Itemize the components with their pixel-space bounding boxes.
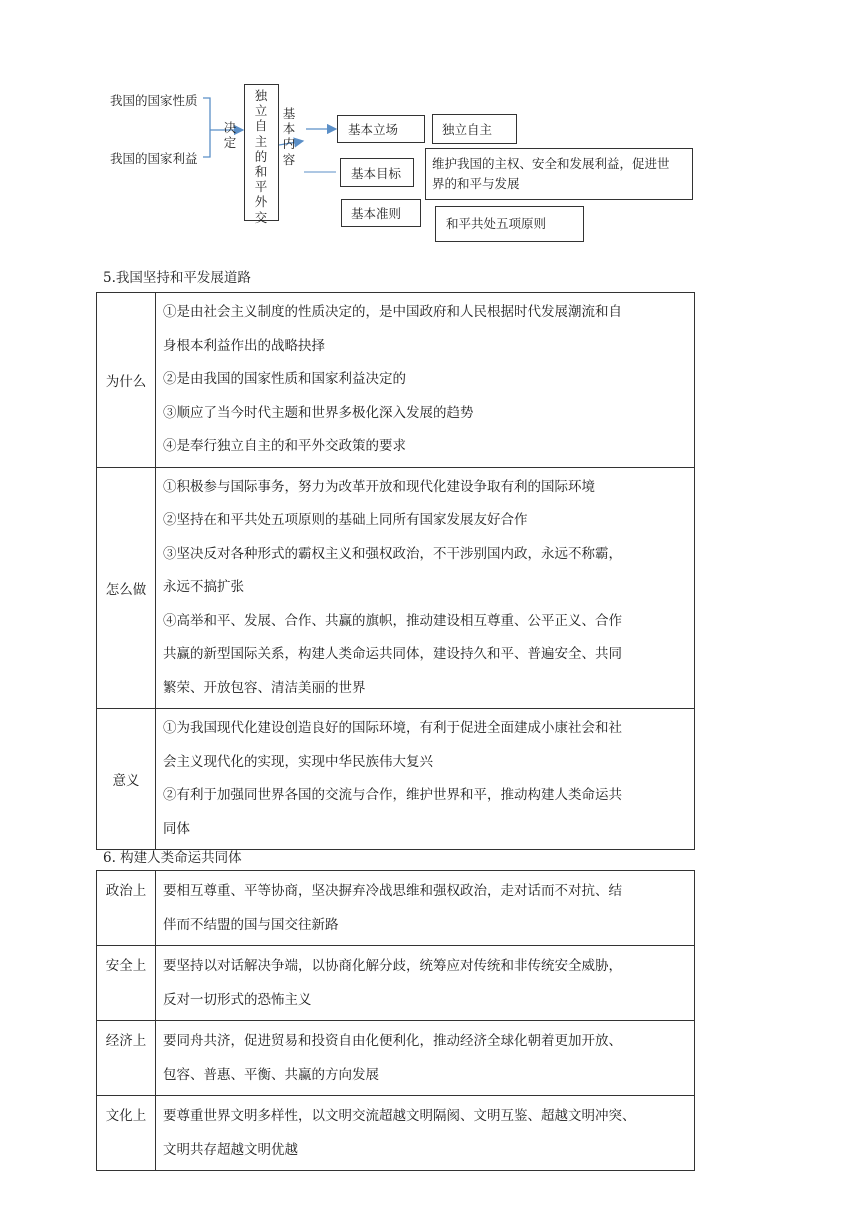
section6-table	[96, 870, 695, 1171]
why-line-4: ③顺应了当今时代主题和世界多极化深入发展的趋势	[163, 404, 474, 421]
table-row	[97, 871, 695, 946]
why-line-5: ④是奉行独立自主的和平外交政策的要求	[163, 438, 406, 454]
how-line-7: 繁荣、开放包容、清洁美丽的世界	[163, 679, 366, 696]
source-item-nature: 我国的国家性质	[110, 93, 198, 108]
row-header-culture: 文化上	[97, 1096, 156, 1171]
how-line-2: ②坚持在和平共处五项原则的基础上同所有国家发展友好合作	[163, 512, 528, 528]
row-body-economy	[156, 1021, 695, 1096]
row-value-principle	[435, 206, 584, 242]
row-body-significance	[156, 709, 695, 850]
row-key-principle	[341, 199, 421, 227]
row-value-stance-label: 独立自主	[442, 122, 493, 137]
why-line-1: ①是由社会主义制度的性质决定的，是中国政府和人民根据时代发展潮流和自	[163, 304, 622, 320]
row-value-stance	[432, 114, 517, 144]
section6-title: 6. 构建人类命运共同体	[103, 850, 242, 866]
row-header-security: 安全上	[97, 946, 156, 1021]
row-key-stance	[337, 115, 425, 143]
culture-line-1: 要尊重世界文明多样性，以文明交流超越文明隔阂、文明互鉴、超越文明冲突、	[163, 1108, 636, 1124]
how-line-3: ③坚决反对各种形式的霸权主义和强权政治，不干涉别国内政，永远不称霸，	[163, 545, 622, 562]
row-key-stance-label: 基本立场	[348, 122, 399, 137]
table-row	[97, 293, 695, 468]
how-line-5: ④高举和平、发展、合作、共赢的旗帜，推动建设相互尊重、公平正义、合作	[163, 612, 622, 629]
row-body-politics	[156, 871, 695, 946]
row-value-goal-line-2: 界的和平与发展	[432, 176, 520, 191]
center-label: 独立自主的和平外交	[254, 88, 268, 225]
row-body-culture	[156, 1096, 695, 1171]
diagram-connectors	[0, 0, 860, 260]
why-line-3: ②是由我国的国家性质和国家利益决定的	[163, 371, 406, 387]
row-header-politics: 政治上	[97, 871, 156, 946]
significance-line-2: 会主义现代化的实现，实现中华民族伟大复兴	[163, 753, 433, 770]
row-header-economy: 经济上	[97, 1021, 156, 1096]
table-row	[97, 467, 695, 709]
significance-line-3: ②有利于加强同世界各国的交流与合作，维护世界和平，推动构建人类命运共	[163, 787, 622, 803]
decide-label: 决定	[223, 120, 237, 151]
content-label: 基本内容	[282, 106, 296, 167]
row-value-principle-label: 和平共处五项原则	[446, 216, 547, 231]
how-line-1: ①积极参与国际事务，努力为改革开放和现代化建设争取有利的国际环境	[163, 478, 595, 495]
how-line-6: 共赢的新型国际关系，构建人类命运共同体，建设持久和平、普遍安全、共同	[163, 646, 622, 662]
how-line-4: 永远不搞扩张	[163, 579, 244, 595]
row-key-principle-label: 基本准则	[351, 206, 402, 221]
significance-line-4: 同体	[163, 820, 190, 837]
source-item-interest: 我国的国家利益	[110, 151, 198, 166]
table-row	[97, 1096, 695, 1171]
economy-line-1: 要同舟共济，促进贸易和投资自由化便利化，推动经济全球化朝着更加开放、	[163, 1033, 622, 1049]
table-row	[97, 709, 695, 850]
row-body-why	[156, 293, 695, 468]
row-body-security	[156, 946, 695, 1021]
why-line-2: 身根本利益作出的战略抉择	[163, 337, 325, 354]
table-row	[97, 1021, 695, 1096]
foreign-policy-diagram	[0, 0, 860, 260]
row-header-how: 怎么做	[97, 467, 156, 709]
row-header-why: 为什么	[97, 293, 156, 468]
significance-line-1: ①为我国现代化建设创造良好的国际环境，有利于促进全面建成小康社会和社	[163, 720, 622, 736]
row-body-how	[156, 467, 695, 709]
politics-line-1: 要相互尊重、平等协商，坚决摒弃冷战思维和强权政治，走对话而不对抗、结	[163, 883, 622, 899]
table-row	[97, 946, 695, 1021]
politics-line-2: 伴而不结盟的国与国交往新路	[163, 917, 339, 933]
row-key-goal-label: 基本目标	[351, 166, 402, 181]
economy-line-2: 包容、普惠、平衡、共赢的方向发展	[163, 1067, 379, 1083]
row-value-goal	[425, 148, 693, 200]
section5-title: 5.我国坚持和平发展道路	[103, 270, 251, 286]
culture-line-2: 文明共存超越文明优越	[163, 1142, 298, 1158]
row-header-significance: 意义	[97, 709, 156, 850]
security-line-1: 要坚持以对话解决争端，以协商化解分歧，统筹应对传统和非传统安全威胁，	[163, 958, 622, 974]
section5-table	[96, 292, 695, 850]
row-key-goal	[340, 158, 414, 187]
security-line-2: 反对一切形式的恐怖主义	[163, 992, 312, 1008]
center-box	[244, 84, 279, 225]
row-value-goal-line-1: 维护我国的主权、安全和发展利益，促进世	[432, 156, 670, 171]
